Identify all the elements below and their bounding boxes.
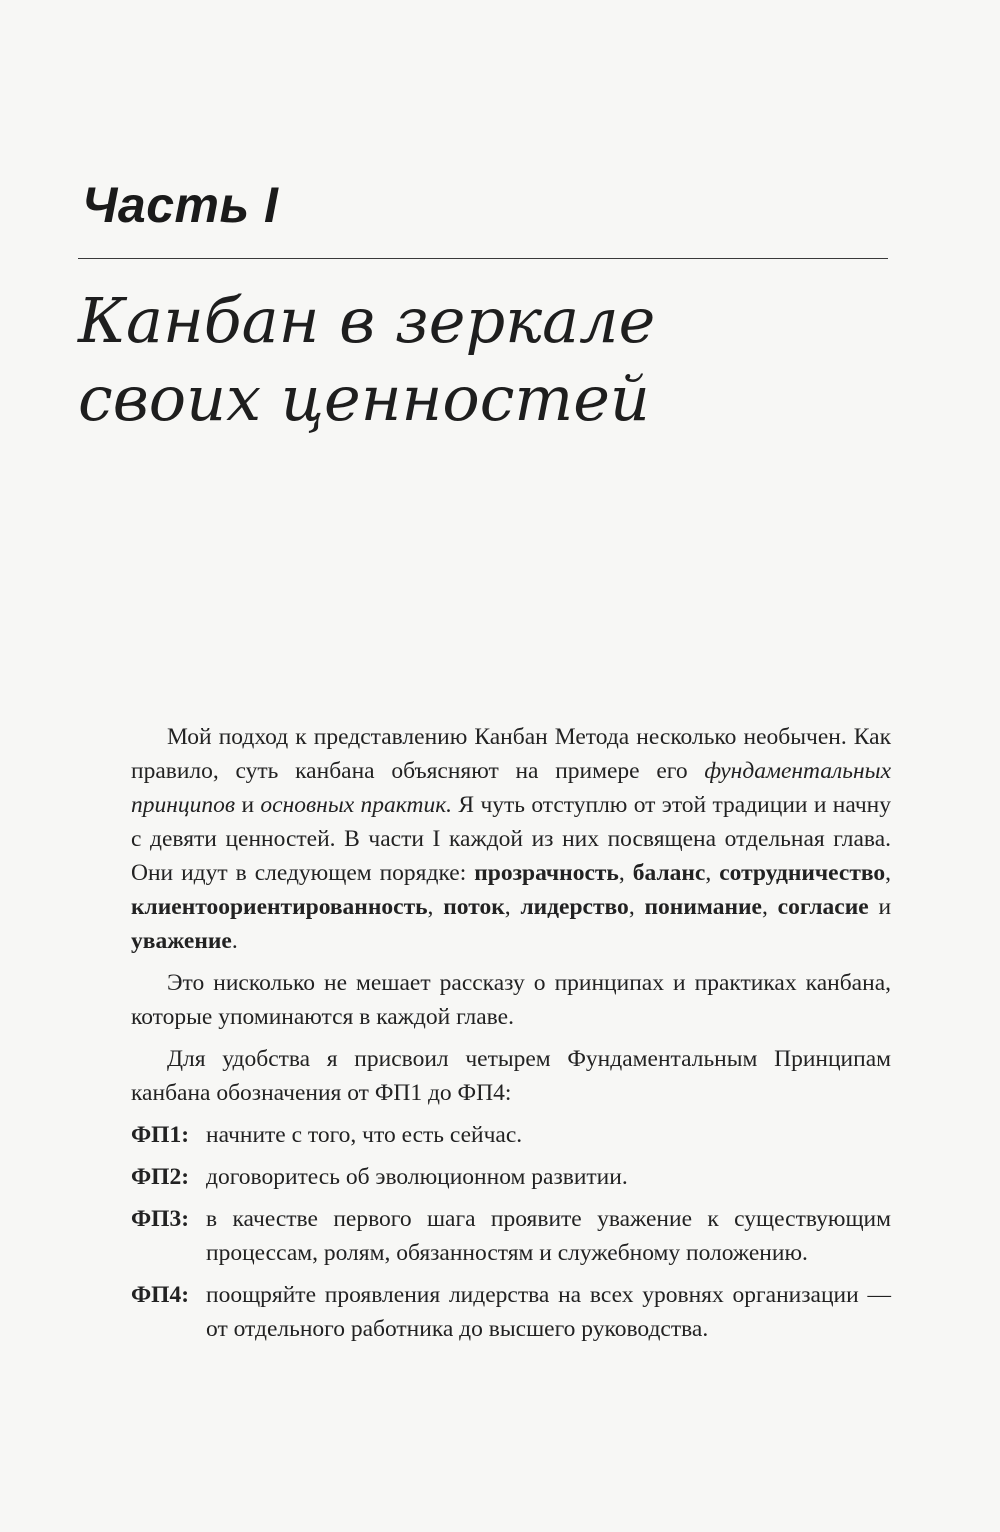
part-label: Часть I [82,177,279,233]
p1-italic-principles: фундаментальных принципов [131,758,891,818]
principle-text: в качестве первого шага проявите уважение к существующим процессам, ролям, обязанностям и служебному положению. [206,1206,891,1266]
value-term: лидерство [520,894,629,920]
value-term: клиентоориентированность [131,894,428,920]
intro-paragraph-2: Это нисколько не мешает рассказу о принципах и практиках канбана, которые упоминаются в каждой главе. [131,970,891,1030]
p1-italic-practices: основных практик. [260,792,453,818]
title-divider [78,258,888,259]
intro-paragraph-1: Мой подход к представлению Канбан Метода несколько необычен. Как правило, суть канбана объясняют на примере его фундаментальных принципов и основных практик. Я чуть отступлю от этой традиции и начну с девяти ценностей. В части I каждой из них посвящена отдельная глава. Они идут в следующем порядке: прозрачность, баланс, сотрудничество, клиентоориентированность, поток, лидерство, понимание, согласие и уважение. [131,724,892,954]
part-title [78,282,655,438]
value-term: прозрачность [474,860,619,886]
principles-list [131,1118,891,1346]
value-term: сотрудничество [719,860,886,886]
part-title-line-1: Канбан в зеркале [78,284,656,357]
principle-key: ФП4: [131,1282,190,1308]
principle-text: договоритесь об эволюционном развитии. [206,1164,628,1190]
principle-key: ФП1: [131,1122,190,1148]
principle-text: поощряйте проявления лидерства на всех уровнях организации — от отдельного работника до высшего руководства. [206,1282,891,1342]
principle-key: ФП2: [131,1164,190,1190]
value-term: понимание [644,894,762,920]
part-title-line-2: своих ценностей [78,362,650,435]
principle-key: ФП3: [131,1206,190,1232]
principle-item [131,1160,891,1194]
value-term: баланс [632,860,706,886]
p1-text-c: Я чуть отступлю от этой традиции и начну с девяти ценностей. В части I каждой из них посвящена отдельная глава. Они идут в следующем порядке: [131,792,891,886]
value-term: согласие [777,894,869,920]
p1-text-b: и [235,792,261,818]
p1-text-a: Мой подход к представлению Канбан Метода несколько необычен. Как правило, суть канбана объясняют на примере его [131,724,891,784]
principle-item [131,1118,891,1152]
principle-item [131,1202,891,1270]
principle-item [131,1278,891,1346]
principle-text: начните с того, что есть сейчас. [206,1122,523,1148]
intro-paragraph-3: Для удобства я присвоил четырем Фундаментальным Принципам канбана обозначения от ФП1 до ФП4: [131,1046,891,1106]
value-term: поток [443,894,505,920]
value-term: уважение [131,928,232,954]
body-text [131,720,891,1354]
